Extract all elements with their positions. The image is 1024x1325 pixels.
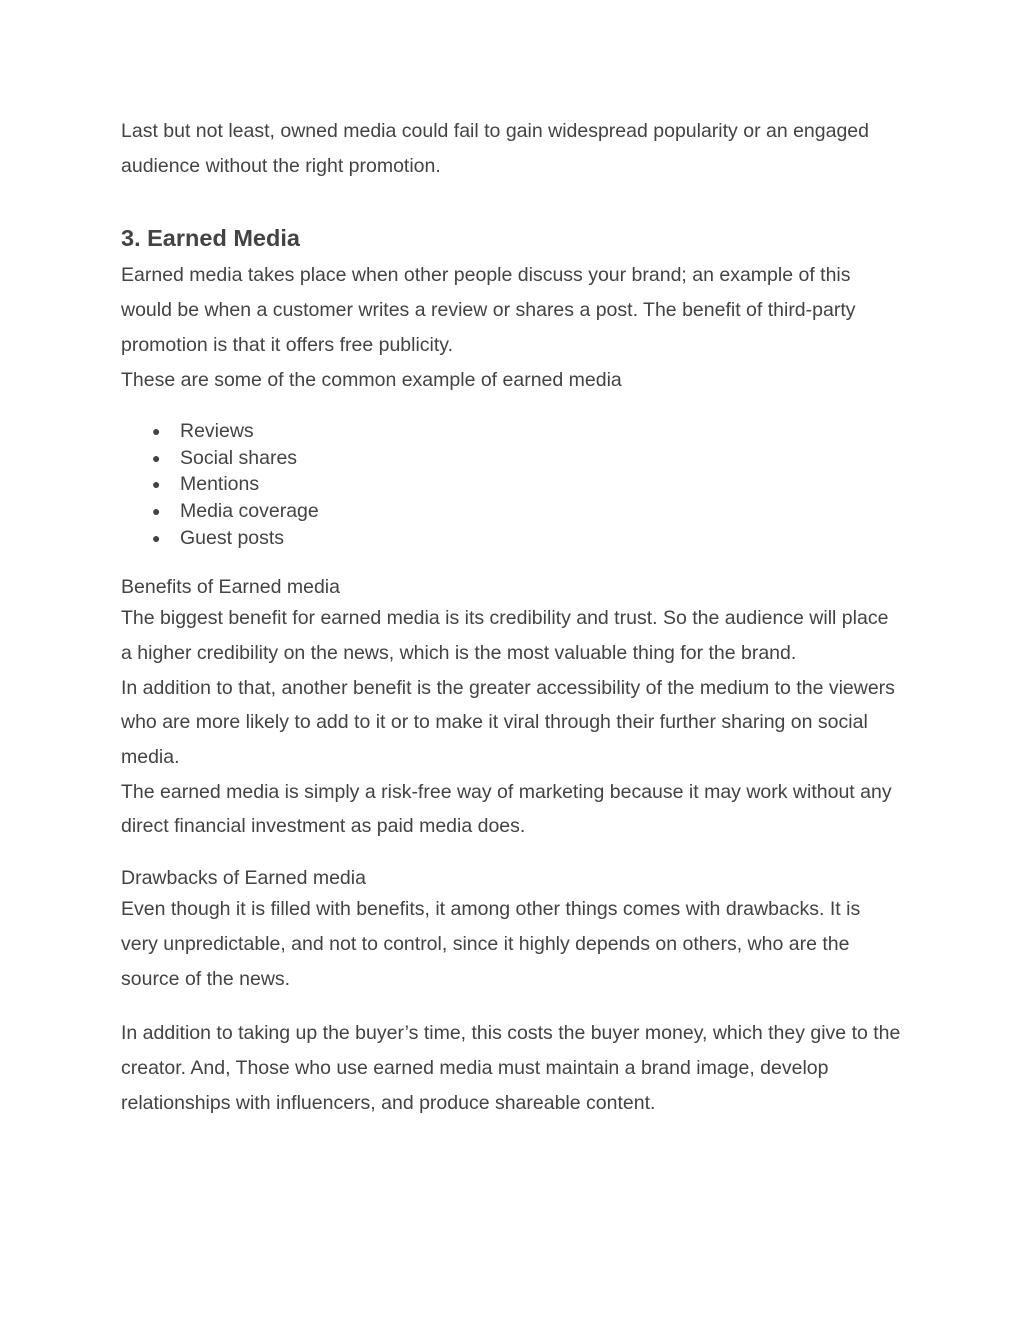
list-item-label: Mentions — [180, 473, 260, 496]
section-paragraph: Earned media takes place when other people discuss your brand; an example of this would be when a customer writes a review or shares a post. The benefit of third-party promotion is that it offers free publicity. — [121, 264, 856, 356]
list-item-label: Reviews — [180, 420, 254, 443]
bullet-icon: ● — [152, 423, 161, 440]
list-item-label: Social shares — [180, 446, 298, 469]
benefits-paragraph-3: The earned media is simply a risk-free way of marketing because it may work without any direct financial investment as paid media does. — [121, 780, 892, 838]
bullet-icon: ● — [152, 529, 161, 546]
bullet-icon: ● — [152, 476, 161, 493]
list-item — [121, 525, 901, 552]
document-page — [121, 114, 901, 1120]
list-item-label: Guest posts — [180, 526, 285, 549]
drawbacks-heading: Drawbacks of Earned media — [121, 867, 366, 890]
section-heading: 3. Earned Media — [121, 225, 300, 252]
bullet-icon: ● — [152, 449, 161, 466]
benefits-paragraph-2: In addition to that, another benefit is the greater accessibility of the medium to the viewers who are more likely to add to it or to make it viral through their further sharing on social media. — [121, 676, 895, 768]
benefits-heading: Benefits of Earned media — [121, 576, 340, 599]
list-item — [121, 471, 901, 498]
drawbacks-paragraph-1: Even though it is filled with benefits, it among other things comes with drawbacks. It is very unpredictable, and not to control, since it highly depends on others, who are the source of the news. — [121, 898, 861, 990]
examples-list — [121, 418, 901, 551]
drawbacks-paragraph-2: In addition to taking up the buyer’s time, this costs the buyer money, which they give to the creator. And, Those who use earned media must maintain a brand image, develop relationships with influencers, and produce shareable content. — [121, 1022, 901, 1114]
bullet-icon: ● — [152, 503, 161, 519]
list-item — [121, 445, 901, 472]
list-item-label: Media coverage — [180, 500, 319, 522]
intro-paragraph: Last but not least, owned media could fail to gain widespread popularity or an engaged audience without the right promotion. — [121, 120, 869, 177]
section-examples-intro: These are some of the common example of earned media — [121, 368, 622, 391]
benefits-paragraph-1: The biggest benefit for earned media is its credibility and trust. So the audience will place a higher credibility on the news, which is the most valuable thing for the brand. — [121, 607, 889, 664]
list-item — [121, 418, 901, 445]
list-item — [121, 498, 901, 525]
